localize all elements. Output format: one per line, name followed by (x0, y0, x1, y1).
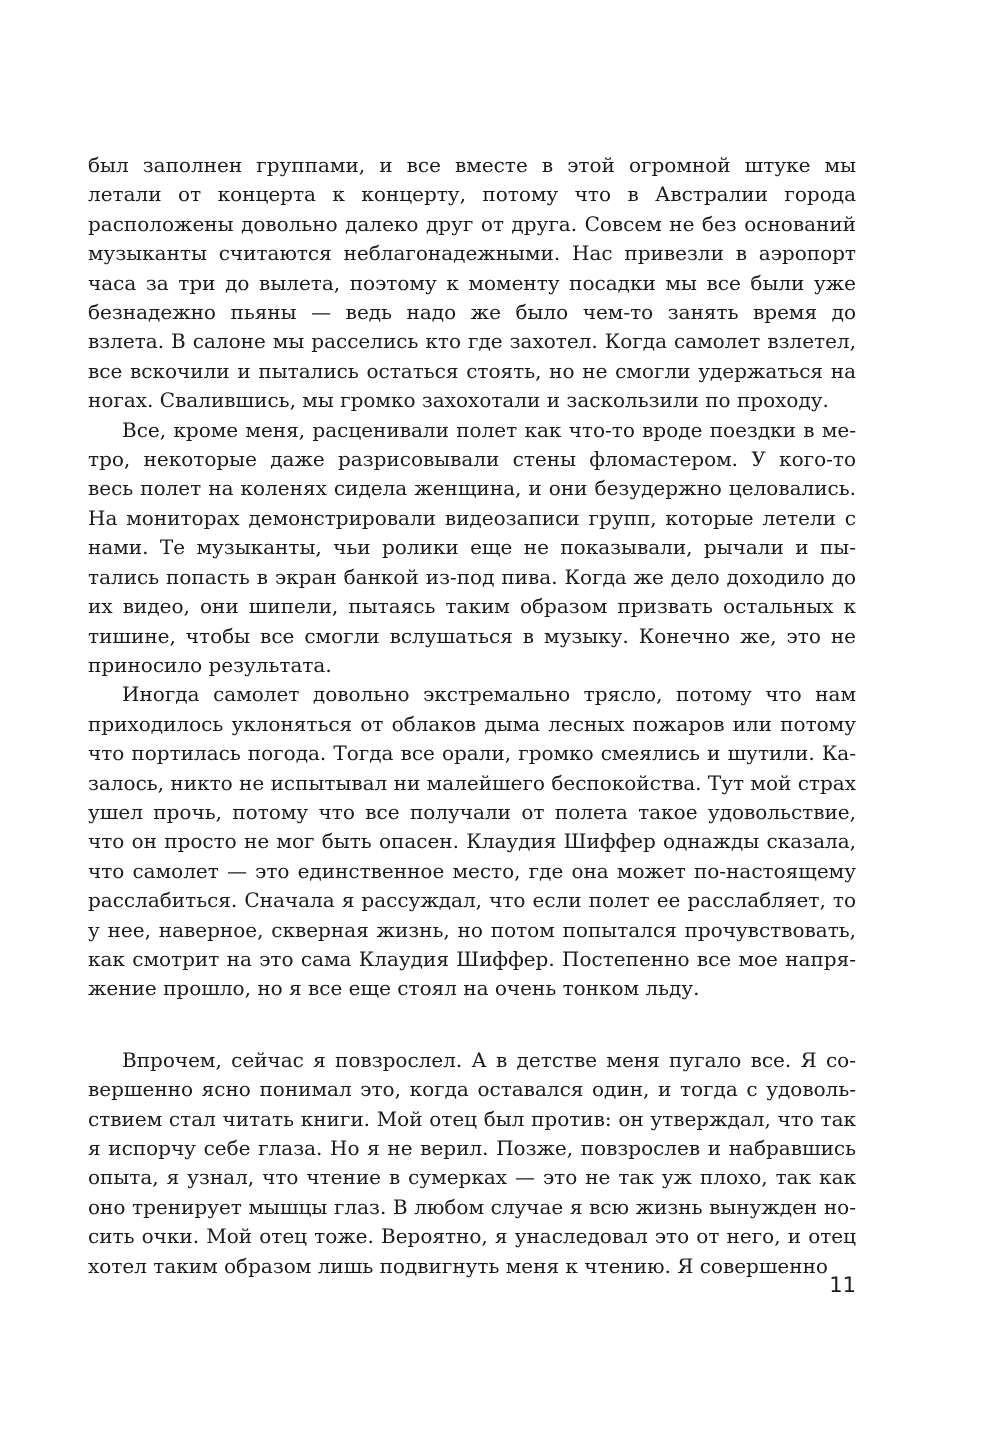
page-body (88, 151, 856, 1281)
paragraph-2: Все, кроме меня, расценивали полет как что-то вроде поездки в метро, некоторые даже разрисовывали стены фломастером. У кого-то весь полет на коленях сидела женщина, и они безудержно целовались. На мониторах демонстрировали видеозаписи групп, которые летели с нами. Те музыканты, чьи ролики еще не показывали, рычали и пытались попасть в экран банкой из-под пива. Когда же дело доходило до их видео, они шипели, пытаясь таким образом призвать остальных к тишине, чтобы все смогли вслушаться в музыку. Конечно же, это не приносило результата. (88, 417, 856, 677)
section-break (88, 1004, 856, 1046)
paragraph-1: был заполнен группами, и все вместе в этой огромной штуке мы летали от концерта к концерту, потому что в Австралии города расположены довольно далеко друг от друга. Совсем не без оснований музыканты считаются неблагонадежными. Нас привезли в аэропорт часа за три до вылета, поэтому к моменту посадки мы все были уже безнадежно пьяны — ведь надо же было чем-то занять время до взлета. В салоне мы расселись кто где захотел. Когда самолет взлетел, все вскочили и пытались остаться стоять, но не смогли удержаться на ногах. Свалившись, мы громко захохотали и заскользили по проходу. (88, 153, 856, 413)
paragraph-3: Иногда самолет довольно экстремально трясло, потому что нам приходилось уклоняться от облаков дыма лесных пожаров или потому что портилась погода. Тогда все орали, громко смеялись и шутили. Казалось, никто не испытывал ни малейшего беспокойства. Тут мой страх ушел прочь, потому что все получали от полета такое удовольствие, что он просто не мог быть опасен. Клаудия Шиффер однажды сказала, что самолет — это единственное место, где она может по-настоящему расслабиться. Сначала я рассуждал, что если полет ее расслабляет, то у нее, наверное, скверная жизнь, но потом попытался прочувствовать, как смотрит на это сама Клаудия Шиффер. Постепенно все мое напряжение прошло, но я все еще стоял на очень тонком льду. (88, 682, 856, 1001)
paragraph-4: Впрочем, сейчас я повзрослел. А в детстве меня пугало все. Я совершенно ясно понимал это, когда оставался один, и тогда с удовольствием стал читать книги. Мой отец был против: он утверждал, что так я испорчу себе глаза. Но я не верил. Позже, повзрослев и набравшись опыта, я узнал, что чтение в сумерках — это не так уж плохо, так как оно тренирует мышцы глаз. В любом случае я всю жизнь вынужден носить очки. Мой отец тоже. Вероятно, я унаследовал это от него, и отец хотел таким образом лишь подвигнуть меня к чтению. Я совершенно (88, 1047, 856, 1278)
page-number: 11 (829, 1273, 856, 1297)
